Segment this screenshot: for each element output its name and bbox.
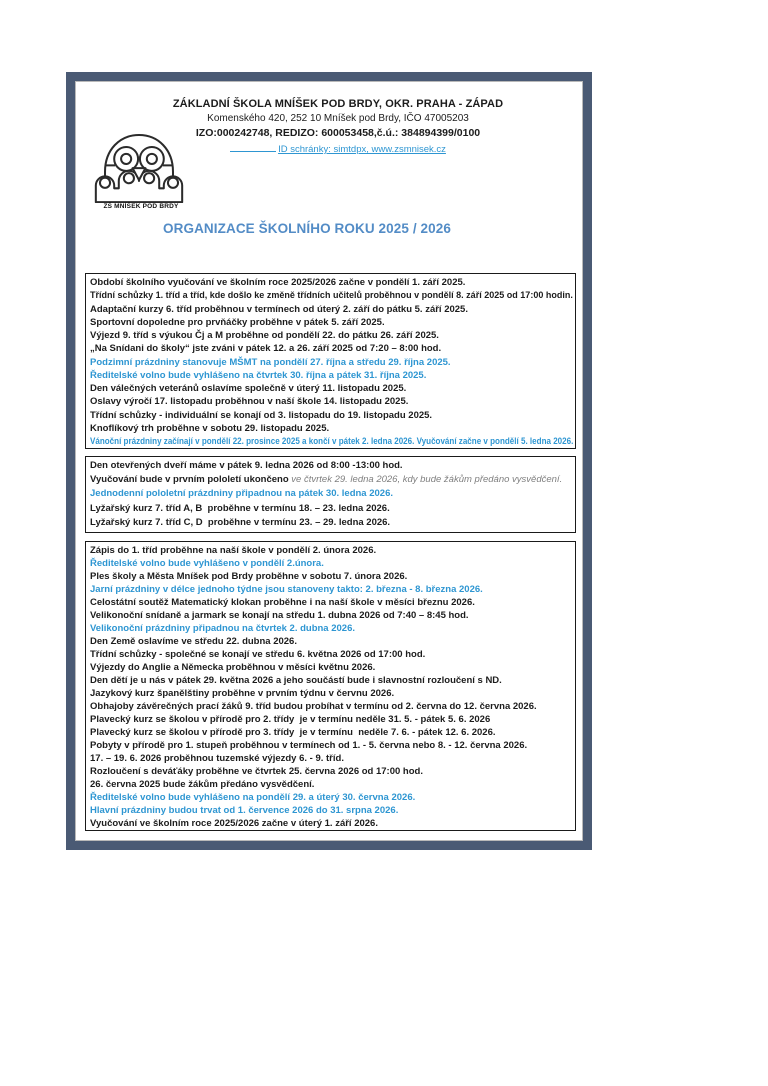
databox-link-row: [94, 142, 582, 155]
schedule-line: Celostátní soutěž Matematický klokan proběhne i na naší škole v měsíci březnu 2026.: [90, 597, 475, 608]
schedule-line: Oslavy výročí 17. listopadu proběhnou v naší škole 14. listopadu 2025.: [90, 396, 409, 408]
schedule-line: Ředitelské volno bude vyhlášeno v pondělí 2.února.: [90, 558, 324, 569]
schedule-line: Lyžařský kurz 7. tříd C, D proběhne v termínu 23. – 29. ledna 2026.: [90, 516, 391, 528]
school-name: ZÁKLADNÍ ŠKOLA MNÍŠEK POD BRDY, OKR. PRAHA - ZÁPAD: [172, 98, 504, 110]
schedule-line: Sportovní dopoledne pro prvňáčky proběhne v pátek 5. září 2025.: [90, 316, 385, 328]
schedule-line: Den otevřených dveří máme v pátek 9. ledna 2026 od 8:00 -13:00 hod.: [90, 460, 403, 471]
logo-caption: ZŠ MNÍŠEK POD BRDY: [103, 203, 179, 210]
schedule-line: Ředitelské volno bude vyhlášeno na čtvrtek 30. října a pátek 31. října 2025.: [90, 369, 427, 381]
schedule-box-1: [85, 273, 576, 449]
schedule-line: Den válečných veteránů oslavíme společně v úterý 11. listopadu 2025.: [90, 383, 407, 394]
schedule-line: Velikonoční snídaně a jarmark se konají na středu 1. dubna 2026 od 7:40 – 8:45 hod.: [90, 610, 469, 621]
school-registration: IZO:000242748, REDIZO: 600053458,č.ú.: 384894399/0100: [195, 127, 481, 139]
schedule-line: Ples školy a Města Mníšek pod Brdy proběhne v sobotu 7. února 2026.: [90, 571, 408, 582]
schedule-line: Období školního vyučování ve školním roce 2025/2026 začne v pondělí 1. září 2025.: [90, 277, 466, 288]
schedule-line: „Na Snídani do školy“ jste zváni v pátek 12. a 26. září 2025 od 7:20 – 8:00 hod.: [90, 343, 442, 355]
schedule-line: Lyžařský kurz 7. tříd A, B proběhne v termínu 18. – 23. ledna 2026.: [90, 502, 390, 514]
schedule-line: Plavecký kurz se školou v přírodě pro 3. třídy je v termínu neděle 7. 6. - pátek 12. 6. 2026.: [90, 727, 496, 738]
schedule-line: 17. – 19. 6. 2026 proběhnou tuzemské výjezdy 6. - 9. tříd.: [90, 753, 344, 764]
school-header: [76, 98, 582, 155]
schedule-line: Plavecký kurz se školou v přírodě pro 2. třídy je v termínu neděle 31. 5. - pátek 5. 6. 2026: [90, 714, 491, 725]
schedule-line: Podzimní prázdniny stanovuje MŠMT na pondělí 27. října a středu 29. října 2025.: [90, 356, 451, 368]
schedule-line: Pobyty v přírodě pro 1. stupeň proběhnou v termínech od 1. - 5. června nebo 8. - 12. června 2026.: [90, 740, 528, 751]
schedule-box-3: [85, 541, 576, 831]
schedule-line: Obhajoby závěrečných prací žáků 9. tříd budou probíhat v termínu od 2. června do 12. června 2026.: [90, 701, 537, 712]
schedule-line: 26. června 2025 bude žákům předáno vysvědčení.: [90, 779, 315, 790]
schedule-line: Výjezdy do Anglie a Německa proběhnou v měsíci květnu 2026.: [90, 662, 376, 673]
schedule-line: Jednodenní pololetní prázdniny připadnou na pátek 30. ledna 2026.: [90, 488, 393, 500]
schedule-line: Ředitelské volno bude vyhlášeno na pondělí 29. a úterý 30. června 2026.: [90, 792, 416, 803]
schedule-line: Knoflíkový trh proběhne v sobotu 29. listopadu 2025.: [90, 422, 330, 434]
schedule-line: Vánoční prázdniny začínají v pondělí 22. prosince 2025 a končí v pátek 2. ledna 2026. Vyučování začne v pondělí 5. ledna 2026.: [90, 436, 574, 447]
schedule-line: Hlavní prázdniny budou trvat od 1. července 2026 do 31. srpna 2026.: [90, 805, 399, 816]
schedule-line: Třídní schůzky - individuální se konají od 3. listopadu do 19. listopadu 2025.: [90, 409, 433, 421]
schedule-line: Jarní prázdniny v délce jednoho týdne jsou stanoveny takto: 2. března - 8. března 2026.: [90, 584, 483, 595]
schedule-line: Výjezd 9. tříd s výukou Čj a M proběhne od pondělí 22. do pátku 26. září 2025.: [90, 330, 439, 341]
schedule-line: Adaptační kurzy 6. tříd proběhnou v termínech od úterý 2. září do pátku 5. září 2025.: [90, 303, 468, 315]
schedule-line: Den dětí je u nás v pátek 29. května 2026 a jeho součástí bude i slavnostní rozloučení s ND.: [90, 675, 502, 686]
schedule-line: Vyučování ve školním roce 2025/2026 začne v úterý 1. září 2026.: [90, 818, 378, 829]
link-underline-lead: [230, 142, 276, 152]
schedule-line: Třídní schůzky - společné se konají ve středu 6. května 2026 od 17:00 hod.: [90, 649, 426, 660]
document-page: [75, 81, 583, 841]
page-frame: [66, 72, 592, 850]
schedule-line: Rozloučení s deváťáky proběhne ve čtvrtek 25. června 2026 od 17:00 hod.: [90, 766, 423, 777]
schedule-box-2: [85, 456, 576, 533]
schedule-line: Velikonoční prázdniny připadnou na čtvrtek 2. dubna 2026.: [90, 623, 356, 634]
school-address: Komenského 420, 252 10 Mníšek pod Brdy, IČO 47005203: [207, 113, 469, 124]
schedule-line: Den Země oslavíme ve středu 22. dubna 2026.: [90, 636, 297, 647]
schedule-line: Vyučování bude v prvním pololetí ukončeno ve čtvrtek 29. ledna 2026, kdy bude žákům předáno vysvědčení.: [90, 474, 563, 486]
databox-link[interactable]: ID schránky: simtdpx, www.zsmnisek.cz: [278, 144, 446, 155]
schedule-line: Třídní schůzky 1. tříd a tříd, kde došlo ke změně třídních učitelů proběhnou v pondělí 8. září 2025 od 17:00 hodin.: [90, 290, 573, 302]
page-title: ORGANIZACE ŠKOLNÍHO ROKU 2025 / 2026: [163, 221, 451, 236]
schedule-line: Zápis do 1. tříd proběhne na naší škole v pondělí 2. února 2026.: [90, 545, 377, 556]
schedule-line: Jazykový kurz španělštiny proběhne v prvním týdnu v červnu 2026.: [90, 688, 395, 699]
